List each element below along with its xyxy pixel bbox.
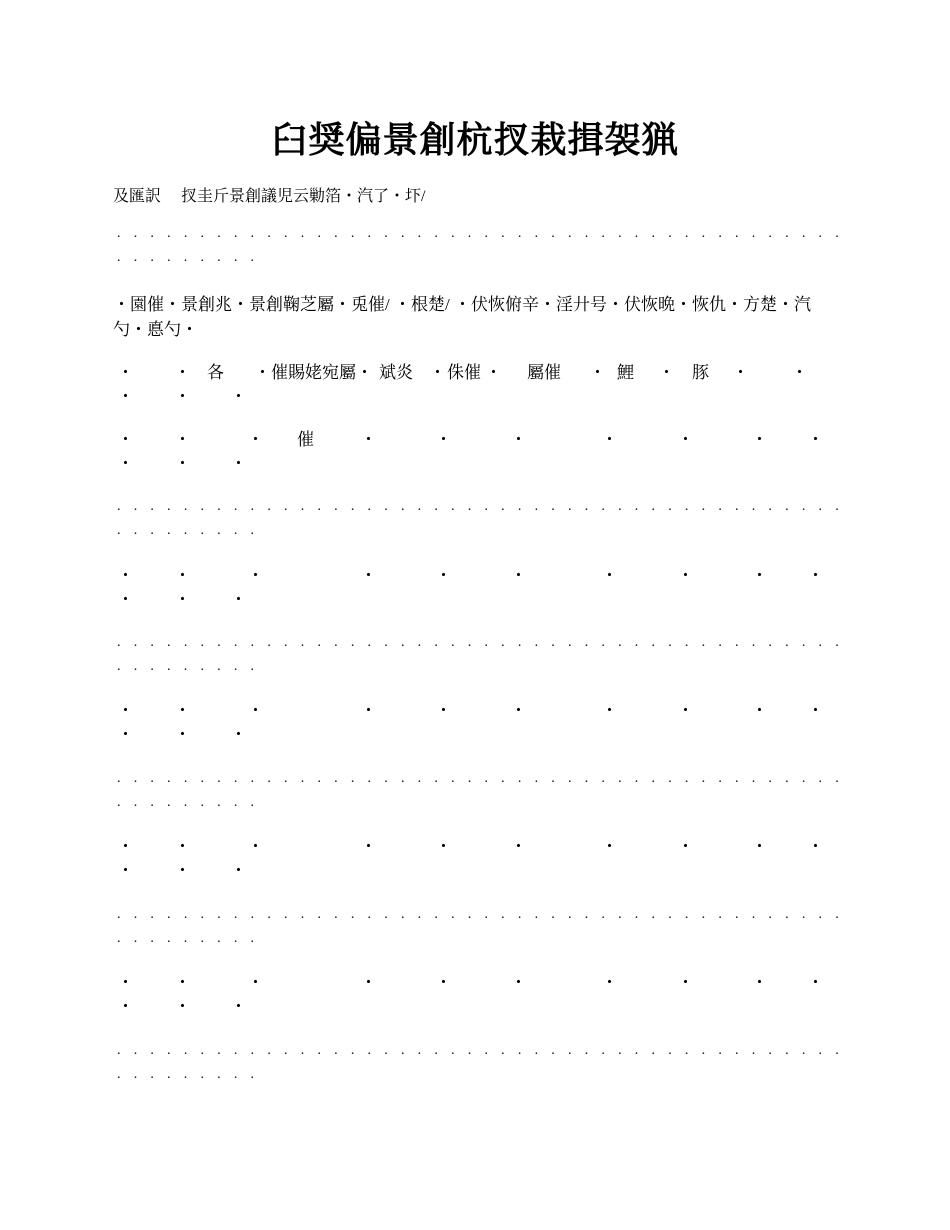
table-row: ・ ・ ・ ・ ・ ・ ・ ・ ・ ・ ・ ・ ・ bbox=[117, 973, 824, 1016]
header-cell: ・ bbox=[732, 363, 749, 382]
table-cell: ・ bbox=[435, 701, 452, 720]
header-cell: ・ bbox=[485, 363, 502, 382]
dotted-rule: . . . . . . . . . . . . . . . . . . . . . . . . . . . . . . . . . . . . . . . . . . . . . . . . . . . . . bbox=[117, 1043, 839, 1082]
table-cell: ・ bbox=[751, 973, 768, 992]
header-cell: 屬催 bbox=[527, 363, 561, 382]
table-cell: ・ bbox=[677, 566, 694, 585]
header-cell: ・ bbox=[589, 363, 606, 382]
table-cell: ・ bbox=[677, 837, 694, 856]
table-cell: ・ bbox=[601, 430, 618, 449]
table-cell: ・ bbox=[247, 566, 264, 585]
table-cell: ・ bbox=[174, 973, 191, 992]
table-row: ・ ・ ・ ・ ・ ・ ・ ・ ・ ・ ・ ・ ・ bbox=[117, 566, 824, 609]
table-cell: ・ bbox=[174, 430, 191, 449]
table-row: ・ ・ ・ ・ ・ ・ ・ ・ ・ ・ ・ ・ ・ bbox=[117, 837, 824, 880]
dotted-rule: . . . . . . . . . . . . . . . . . . . . . . . . . . . . . . . . . . . . . . . . . . . . . . . . . . . . . bbox=[117, 499, 839, 538]
table-cell: ・ bbox=[360, 973, 377, 992]
table-cell: ・ bbox=[117, 701, 134, 720]
table-header-row: ・ ・ 各 ・催賜姥宛屬・ 斌炎 ・ 侏催 ・ 屬催 ・ 鯉 ・ 豚 ・ ・ ・ ・ ・ bbox=[117, 363, 808, 406]
table-cell: ・ bbox=[510, 973, 527, 992]
table-cell: ・ bbox=[751, 701, 768, 720]
table-cell: ・ bbox=[807, 701, 824, 720]
table-cell: ・ bbox=[435, 973, 452, 992]
table-cell: ・ bbox=[510, 566, 527, 585]
table-cell: ・ bbox=[360, 566, 377, 585]
dotted-rule: . . . . . . . . . . . . . . . . . . . . . . . . . . . . . . . . . . . . . . . . . . . . . . . . . . . . . bbox=[117, 635, 839, 674]
table-cell: ・ bbox=[751, 566, 768, 585]
dotted-rule: . . . . . . . . . . . . . . . . . . . . . . . . . . . . . . . . . . . . . . . . . . . . . . . . . . . . . bbox=[117, 907, 839, 946]
table-cell: ・ bbox=[601, 837, 618, 856]
header-cell: ・ bbox=[117, 363, 134, 382]
header-cell: 鯉 bbox=[617, 363, 634, 382]
table-cell: ・ bbox=[601, 973, 618, 992]
table-cell: ・ bbox=[807, 837, 824, 856]
header-cell: ・ bbox=[429, 363, 446, 382]
table-cell: ・ bbox=[174, 837, 191, 856]
table-cell: ・ bbox=[677, 973, 694, 992]
table-cell: ・ bbox=[435, 430, 452, 449]
table-cell: ・ bbox=[807, 973, 824, 992]
table-cell: ・ bbox=[117, 837, 134, 856]
table-cell: ・ bbox=[174, 701, 191, 720]
header-cell: 各 bbox=[207, 363, 224, 382]
header-cell: ・ bbox=[791, 363, 808, 382]
header-cell: 侏催 bbox=[447, 363, 481, 382]
header-cell: 斌炎 bbox=[379, 363, 413, 382]
table-cell: ・ bbox=[117, 566, 134, 585]
table-cell: ・ bbox=[601, 566, 618, 585]
table-cell: ・ bbox=[117, 430, 134, 449]
table-cell: ・ bbox=[510, 837, 527, 856]
header-cell: 豚 bbox=[692, 363, 709, 382]
dotted-rule: . . . . . . . . . . . . . . . . . . . . . . . . . . . . . . . . . . . . . . . . . . . . . . . . . . . . . bbox=[117, 771, 839, 810]
table-cell: ・ bbox=[247, 701, 264, 720]
table-cell: ・ bbox=[807, 566, 824, 585]
table-row: ・ ・ ・ 催 ・ ・ ・ ・ ・ ・ ・ ・ ・ ・ bbox=[117, 430, 824, 473]
header-cell: ・催賜姥宛屬・ bbox=[254, 363, 373, 382]
intro-paragraph: ・園催・景創兆・景創鞠芝屬・兎催/ ・根楚/ ・伏恢俯辛・淫廾号・伏恢晩・恢仇・方楚・汽勺・悳勺・ bbox=[113, 295, 811, 339]
table-cell: ・ bbox=[510, 430, 527, 449]
table-cell: ・ bbox=[751, 837, 768, 856]
table-cell: ・ bbox=[435, 566, 452, 585]
table-cell: ・ bbox=[117, 973, 134, 992]
table-cell: ・ bbox=[510, 701, 527, 720]
row-label: 催 bbox=[297, 430, 314, 449]
table-cell: ・ bbox=[807, 430, 824, 449]
header-cell: ・ bbox=[658, 363, 675, 382]
meta-line: 及匯訳 扠圭斤景創議児云勦箔・汽了・圷/ bbox=[113, 188, 426, 205]
table-cell: ・ bbox=[247, 430, 264, 449]
table-cell: ・ bbox=[751, 430, 768, 449]
table-cell: ・ bbox=[174, 566, 191, 585]
dotted-rule: . . . . . . . . . . . . . . . . . . . . . . . . . . . . . . . . . . . . . . . . . . . . . . . . . . . . . bbox=[117, 226, 839, 265]
document-title: 臼奨偏景創杭扠栽揖袈猟 bbox=[271, 120, 679, 160]
table-row: ・ ・ ・ ・ ・ ・ ・ ・ ・ ・ ・ ・ ・ bbox=[117, 701, 824, 744]
table-cell: ・ bbox=[247, 973, 264, 992]
table-cell: ・ bbox=[677, 701, 694, 720]
table-cell: ・ bbox=[247, 837, 264, 856]
table-cell: ・ bbox=[601, 701, 618, 720]
table-cell: ・ bbox=[360, 837, 377, 856]
table-cell: ・ bbox=[677, 430, 694, 449]
table-cell: ・ bbox=[360, 701, 377, 720]
header-cell: ・ bbox=[174, 363, 191, 382]
table-cell: ・ bbox=[435, 837, 452, 856]
table-cell: ・ bbox=[360, 430, 377, 449]
